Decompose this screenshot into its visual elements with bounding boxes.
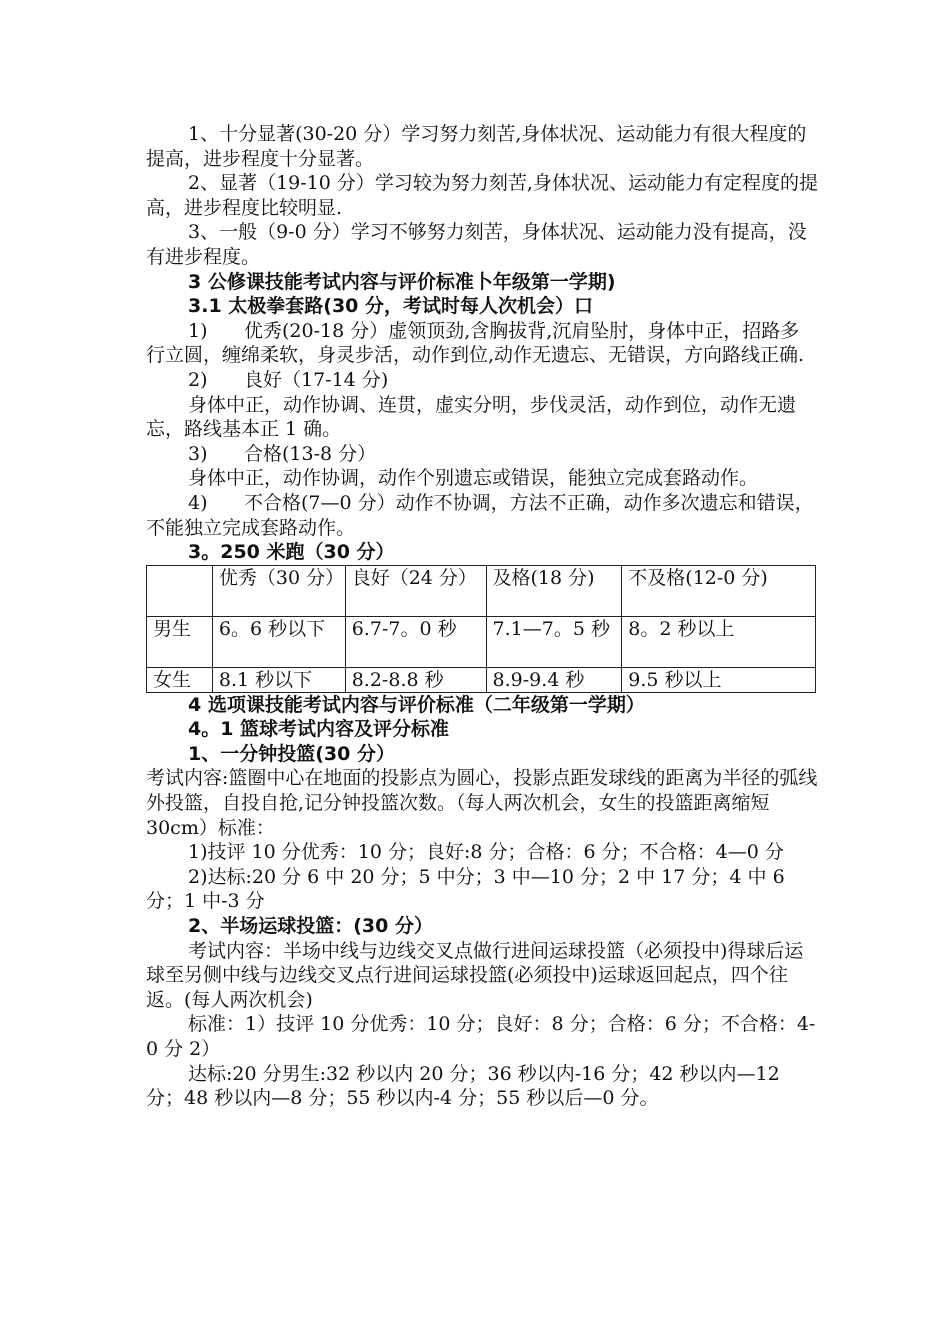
table-cell: 8。2 秒以上: [622, 616, 816, 667]
taiji-item-2-text: 良好（17-14 分): [244, 368, 389, 391]
table-cell: 8.9-9.4 秒: [486, 667, 622, 692]
table-cell: 8.1 秒以下: [212, 667, 345, 692]
section-3-1-heading: 3.1 太极拳套路(30 分，考试时每人次机会）口: [188, 295, 594, 318]
run-score-table: [146, 565, 816, 693]
table-cell: 优秀（30 分）: [212, 565, 345, 616]
table-row: [147, 616, 816, 667]
table-cell: 良好（24 分）: [345, 565, 486, 616]
table-cell: 女生: [147, 667, 213, 692]
table-cell: 及格(18 分): [486, 565, 622, 616]
section-4-heading: 4 选项课技能考试内容与评价标准（二年级第一学期）: [188, 693, 645, 716]
taiji-item-4-text: 不合格(7—0 分）动作不协调，方法不正确，动作多次遗忘和错误，不能独立完成套路动作。: [146, 491, 814, 539]
taiji-item-4: [146, 491, 818, 540]
paragraph-progress-1: 1、十分显著(30-20 分）学习努力刻苦,身体状况、运动能力有很大程度的提高，进步程度十分显著。: [146, 123, 807, 170]
document-page: [146, 122, 818, 1111]
paragraph-progress-2: 2、显著（19-10 分）学习较为努力刻苦,身体状况、运动能力有定程度的提高，进步程度比较明显.: [146, 172, 818, 219]
section-3-heading: 3 公修课技能考试内容与评价标准卜年级第一学期): [188, 270, 616, 293]
table-row: [147, 667, 816, 692]
taiji-item-3-number: 3): [188, 442, 208, 465]
basketball-1-standard-2: 2)达标:20 分 6 中 20 分；5 中分；3 中—10 分；2 中 17 分；4 中 6 分；1 中-3 分: [146, 865, 785, 913]
taiji-item-3-text: 合格(13-8 分）: [244, 442, 377, 465]
taiji-item-2-description: 身体中正，动作协调、连贯，虚实分明，步伐灵活，动作到位，动作无遗忘，路线基本正 1 确。: [146, 393, 797, 441]
table-cell: 8.2-8.8 秒: [345, 667, 486, 692]
section-4-1-heading: 4。1 篮球考试内容及评分标准: [188, 718, 450, 741]
basketball-1-heading: 1、一分钟投篮(30 分）: [188, 742, 395, 765]
basketball-2-standard: 标准：1）技评 10 分优秀：10 分；良好：8 分；合格：6 分；不合格：4-0 分 2）: [146, 1013, 816, 1060]
run-heading: 3。250 米跑（30 分）: [188, 541, 395, 564]
basketball-2-content: 考试内容：半场中线与边线交叉点做行进间运球投篮（必须投中)得球后运球至另侧中线与边线交叉点行进间运球投篮(必须投中)运球返回起点，四个往返。(每人两次机会): [146, 939, 804, 1011]
table-cell: [147, 565, 213, 616]
paragraph-progress-3: 3、一般（9-0 分）学习不够努力刻苦，身体状况、运动能力没有提高，没有进步程度。: [146, 221, 807, 268]
taiji-item-2: [146, 368, 818, 393]
taiji-item-1: [146, 319, 818, 368]
table-cell: 6。6 秒以下: [212, 616, 345, 667]
taiji-item-2-number: 2): [188, 368, 208, 391]
basketball-1-content: 考试内容:篮圈中心在地面的投影点为圆心，投影点距发球线的距离为半径的弧线外投篮，自投自抢,记分钟投篮次数。（每人两次机会，女生的投篮距离缩短 30cm）标准：: [146, 767, 818, 839]
taiji-item-1-text: 优秀(20-18 分）虚领顶劲,含胸拔背,沉肩坠肘，身体中正，招路多行立圆，缠绵柔软，身灵步活，动作到位,动作无遗忘、无错误，方向路线正确.: [146, 319, 805, 367]
table-header-row: [147, 565, 816, 616]
table-cell: 不及格(12-0 分): [622, 565, 816, 616]
taiji-item-3-description: 身体中正，动作协调，动作个别遗忘或错误，能独立完成套路动作。: [188, 467, 759, 490]
table-cell: 7.1—7。5 秒: [486, 616, 622, 667]
table-cell: 6.7-7。0 秒: [345, 616, 486, 667]
basketball-1-standard-1: 1)技评 10 分优秀：10 分；良好:8 分；合格：6 分；不合格：4—0 分: [188, 841, 784, 864]
basketball-2-target: 达标:20 分男生:32 秒以内 20 分；36 秒以内-16 分；42 秒以内—12 分；48 秒以内—8 分；55 秒以内-4 分；55 秒以后—0 分。: [146, 1062, 780, 1110]
taiji-item-3: [146, 442, 818, 467]
table-cell: 男生: [147, 616, 213, 667]
table-cell: 9.5 秒以上: [622, 667, 816, 692]
taiji-item-4-number: 4): [188, 491, 208, 514]
basketball-2-heading: 2、半场运球投篮：(30 分）: [188, 915, 433, 938]
taiji-item-1-number: 1): [188, 319, 208, 342]
